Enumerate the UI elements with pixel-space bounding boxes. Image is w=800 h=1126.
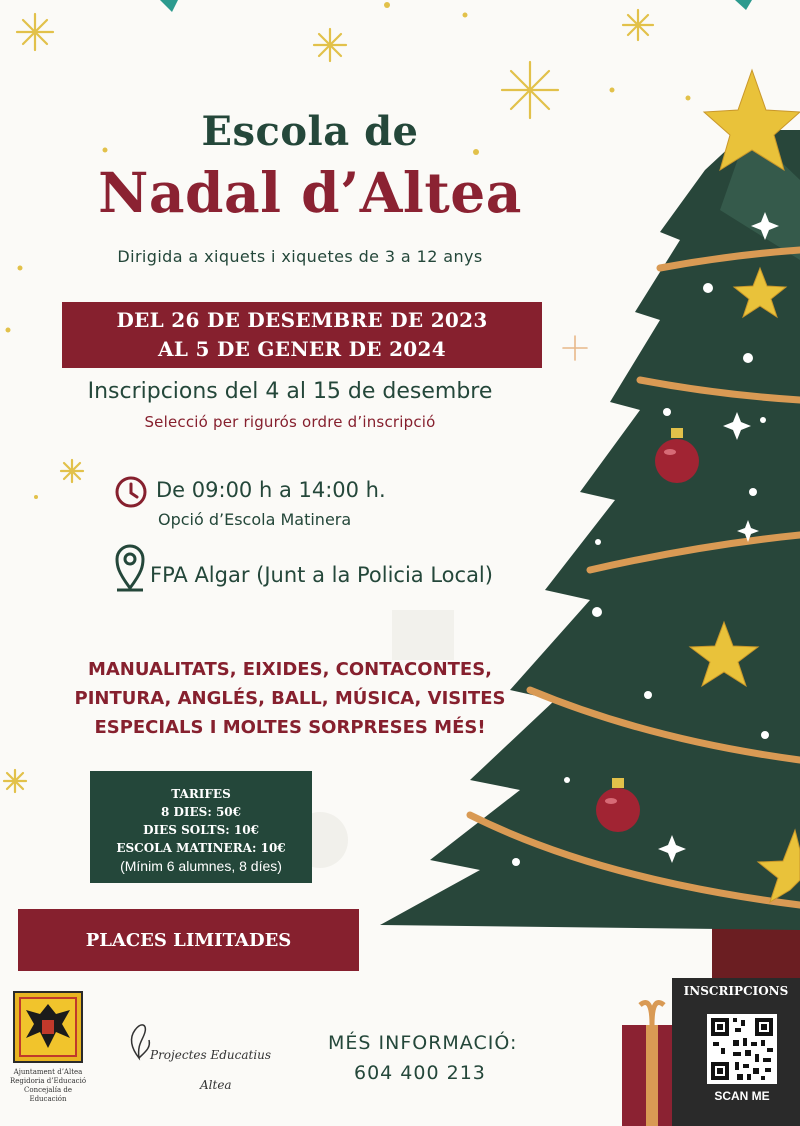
tariffs-title: TARIFES	[171, 787, 231, 801]
tariffs-note: (Mínim 6 alumnes, 8 díes)	[120, 858, 282, 874]
location: FPA Algar (Junt a la Policia Local)	[150, 563, 493, 587]
selection-note: Selecció per rigurós ordre d’inscripció	[144, 413, 436, 431]
activities-line-3: ESPECIALS I MOLTES SORPRESES MÉS!	[94, 717, 486, 738]
ornament-icon	[655, 439, 699, 483]
title-line-2: Nadal d’Altea	[98, 160, 522, 225]
projectes-sublabel: Altea	[200, 1078, 232, 1092]
tariff-row: ESCOLA MATINERA: 10€	[116, 841, 286, 855]
activities-line-2: PINTURA, ANGLÉS, BALL, MÚSICA, VISITES	[74, 688, 506, 709]
scan-me-label: SCAN ME	[714, 1089, 770, 1103]
activities-line-1: MANUALITATS, EIXIDES, CONTACONTES,	[87, 659, 493, 680]
dates-banner	[62, 302, 542, 368]
more-info-label: MÉS INFORMACIÓ:	[328, 1032, 518, 1054]
activities-list	[30, 655, 550, 742]
places-limited-banner: PLACES LIMITADES	[18, 909, 359, 971]
qr-code[interactable]	[707, 1014, 777, 1084]
schedule-hours: De 09:00 h a 14:00 h.	[156, 478, 386, 502]
tariffs-box	[90, 771, 312, 883]
ornament-icon	[596, 788, 640, 832]
ajuntament-label: Ajuntament d’Altea Regidoria d’Educació Concejalía de Educación	[9, 1068, 87, 1103]
tariff-row: 8 DIES: 50€	[160, 805, 241, 819]
title-line-1: Escola de	[201, 108, 419, 155]
projectes-label: Projectes Educatius	[150, 1048, 272, 1062]
phone-number[interactable]: 604 400 213	[354, 1062, 486, 1084]
dates-line-2: AL 5 DE GENER DE 2024	[158, 337, 446, 361]
map-pin-icon	[113, 542, 147, 592]
qr-title: INSCRIPCIONS	[683, 984, 789, 998]
tariff-row: DIES SOLTS: 10€	[143, 823, 259, 837]
schedule-option: Opció d’Escola Matinera	[158, 510, 352, 529]
inscriptions-period: Inscripcions del 4 al 15 de desembre	[87, 379, 493, 404]
clock-icon	[114, 475, 148, 509]
ajuntament-logo	[12, 990, 84, 1064]
dates-line-1: DEL 26 DE DESEMBRE DE 2023	[116, 308, 488, 332]
subtitle: Dirigida a xiquets i xiquetes de 3 a 12 anys	[117, 247, 483, 266]
